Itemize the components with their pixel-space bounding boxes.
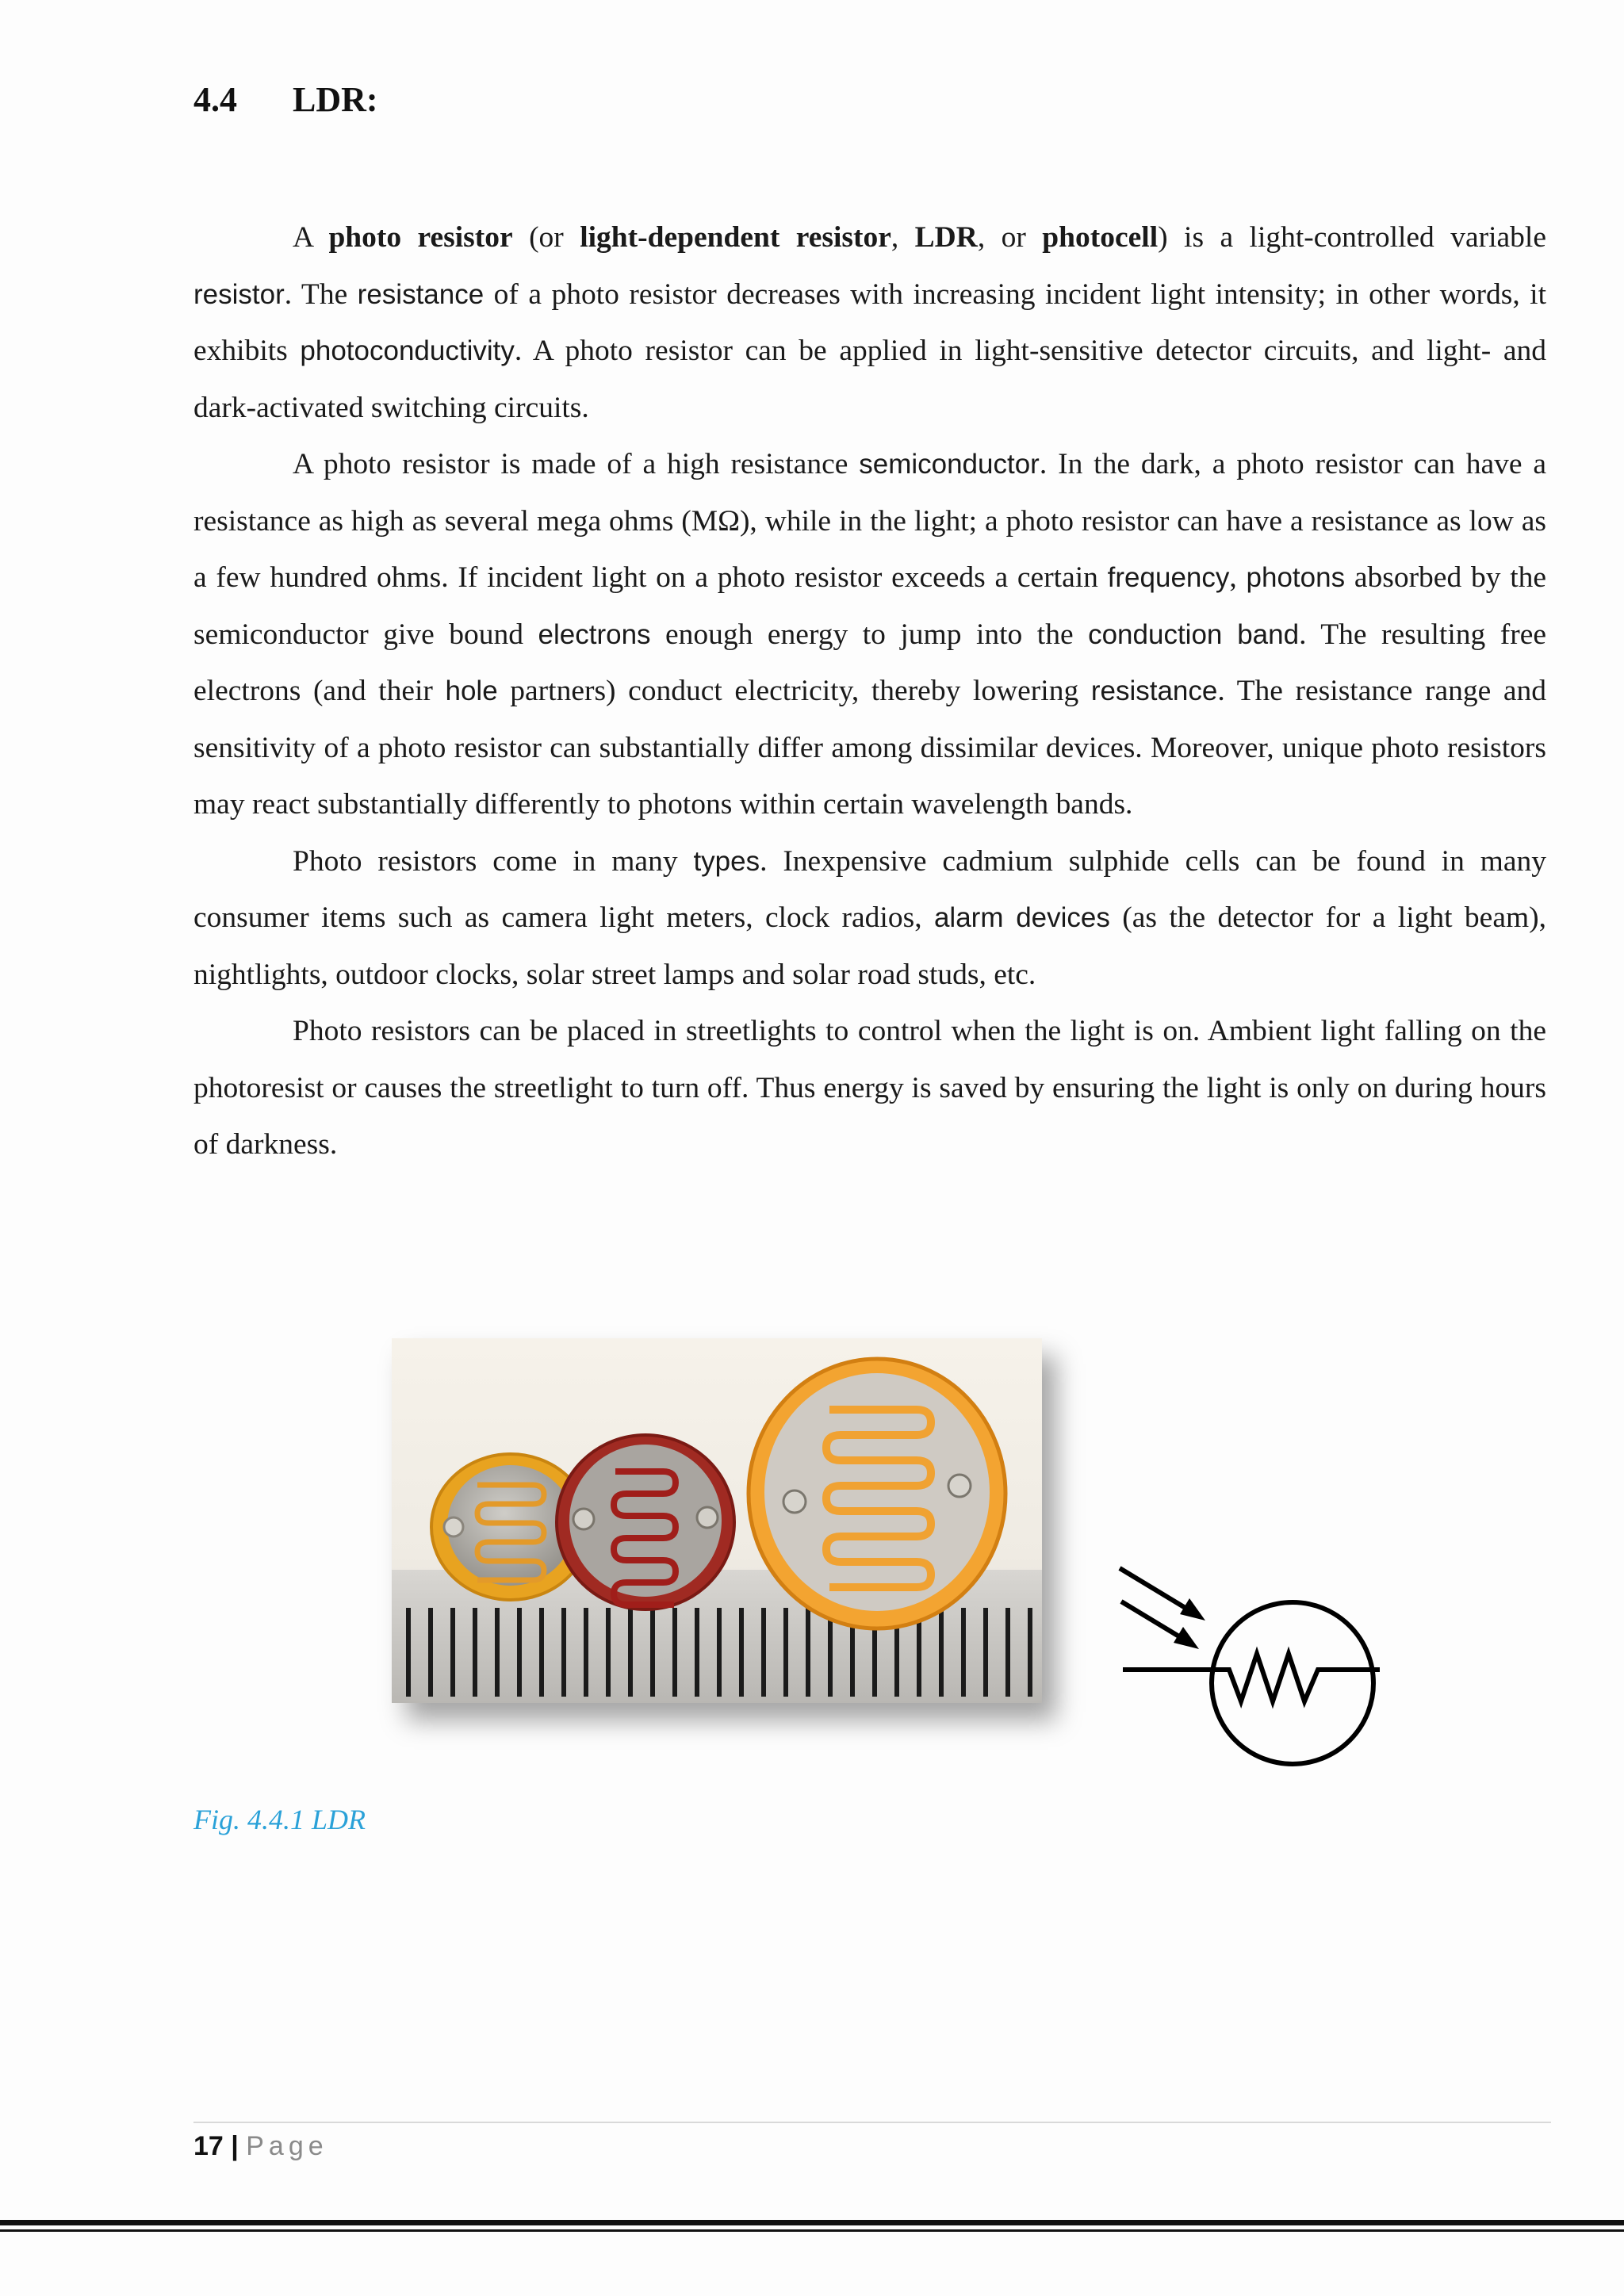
text-run: , [1229, 561, 1247, 594]
text-run: of a photo resistor decreases with increasing incident light intensity; in other words, it exhibits [193, 277, 1546, 367]
term-link[interactable]: photons [1246, 562, 1346, 593]
text-run: ) is a light-controlled variable [1158, 221, 1546, 254]
paragraph-1 [193, 209, 1546, 436]
text-run: . The [284, 277, 358, 311]
page-label: Page [246, 2131, 328, 2161]
light-arrow-head-2 [1174, 1627, 1199, 1649]
bold-term: light-dependent resistor [580, 221, 891, 254]
figure-caption: Fig. 4.4.1 LDR [193, 1804, 366, 1835]
paragraph-2 [193, 436, 1546, 833]
paragraph-4 [193, 1003, 1546, 1173]
ldr-photo-figure [392, 1338, 1042, 1703]
bold-term: photocell [1042, 221, 1159, 254]
light-arrow-head-1 [1180, 1598, 1205, 1621]
bottom-border-thick [0, 2220, 1624, 2225]
text-run: . A photo resistor can be applied in light-sensitive detector circuits, and light- and dark-activated switching circuits. [193, 335, 1546, 424]
term-link[interactable]: hole [445, 675, 498, 706]
term-link[interactable]: resistance [357, 278, 485, 310]
term-link[interactable]: types [693, 845, 760, 877]
section-number: 4.4 [193, 80, 237, 119]
text-run: Photo resistors come in many [293, 844, 694, 878]
footer-divider [193, 2122, 1551, 2123]
term-link[interactable]: alarm devices [933, 902, 1110, 933]
ldr-schematic-symbol [1110, 1538, 1396, 1776]
text-run: (or [512, 221, 580, 254]
text-run: . The resistance range and sensitivity of a photo resistor can substantially differ among dissimilar devices. Moreover, unique photo resistors may react substantially differently to photons within certain wavelength bands. [193, 675, 1547, 821]
large-ldr [749, 1359, 1005, 1628]
ldr-photo-image [392, 1338, 1042, 1703]
body-text [193, 209, 1546, 1173]
section-heading [193, 79, 378, 120]
page-number: 17 [193, 2131, 224, 2161]
resistor-zigzag [1204, 1654, 1380, 1701]
bold-term: LDR [914, 221, 978, 254]
term-link[interactable]: semiconductor [859, 449, 1040, 480]
bold-term: photo resistor [328, 221, 513, 254]
text-run: A photo resistor is made of a high resistance [293, 448, 860, 480]
section-title: LDR: [293, 80, 378, 119]
text-run: enough energy to jump into the [650, 618, 1089, 651]
text-run: A [293, 221, 329, 254]
term-link[interactable]: conduction band [1088, 618, 1300, 650]
text-run: . In the dark, a photo resistor can have a resistance as high as several mega ohms (MΩ), while in the light; a photo resistor can have a resistance as low as a few hundred ohms. If incident light on a photo resistor exceeds a certain [193, 448, 1546, 594]
text-run: . The resulting free electrons (and their [193, 618, 1546, 707]
footer-separator: | [223, 2131, 247, 2161]
text-run: Photo resistors can be placed in streetlights to control when the light is on. Ambient light falling on the photoresist or causes the streetlight to turn off. Thus energy is saved by ensuring the light is only on during hours of darkness. [193, 1015, 1546, 1161]
text-run: absorbed by the semiconductor give bound [193, 561, 1547, 651]
bottom-border-thin [0, 2229, 1624, 2232]
term-link[interactable]: photoconductivity [300, 335, 515, 366]
paragraph-3 [193, 833, 1546, 1004]
term-link[interactable]: resistor [193, 278, 285, 310]
term-link[interactable]: resistance [1090, 675, 1218, 706]
page-footer [193, 2131, 328, 2162]
text-run: , [891, 221, 915, 254]
term-link[interactable]: electrons [538, 618, 651, 650]
term-link[interactable]: frequency [1107, 562, 1230, 593]
text-run: , or [977, 221, 1043, 254]
medium-ldr [557, 1435, 734, 1609]
text-run: (as the detector for a light beam), nightlights, outdoor clocks, solar street lamps and solar road studs, etc. [193, 901, 1546, 991]
text-run: partners) conduct electricity, thereby lowering [497, 675, 1091, 707]
text-run: . Inexpensive cadmium sulphide cells can be found in many consumer items such as camera light meters, clock radios, [193, 844, 1546, 934]
